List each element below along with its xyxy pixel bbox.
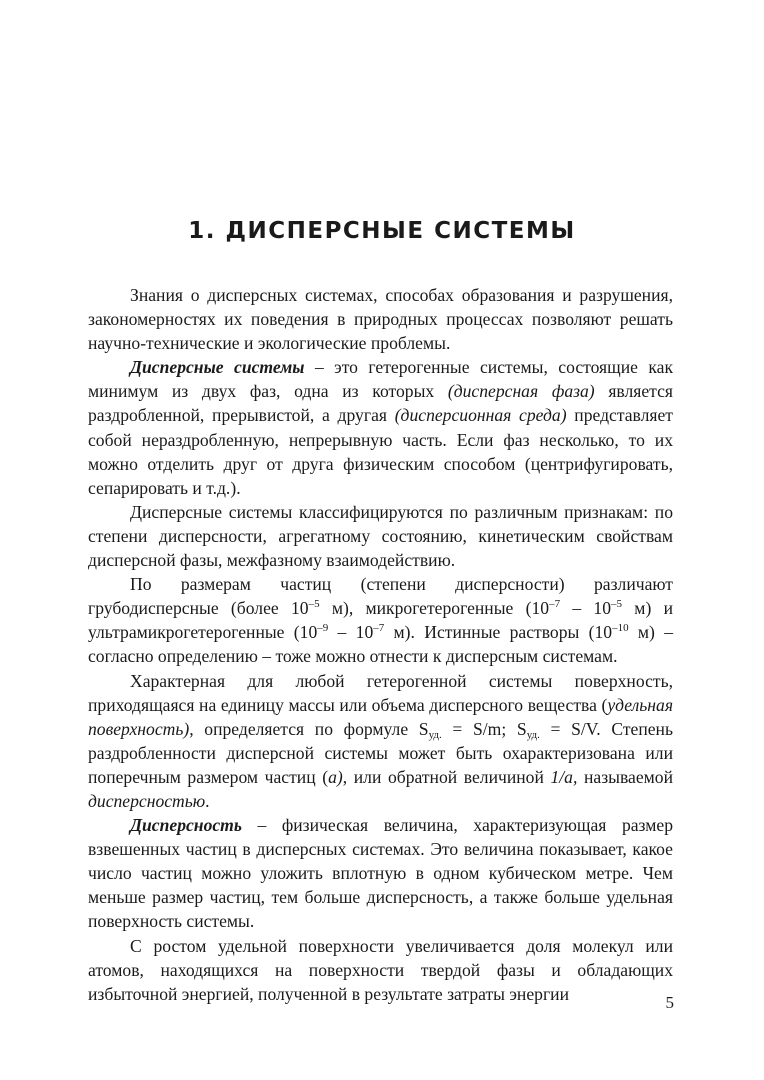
body-text: [88, 283, 673, 1006]
text-run: Характерная для любой гетерогенной системы поверхность, приходящаяся на единицу массы или объема дисперсного вещества (: [88, 670, 673, 715]
text-run: – физическая величина, характеризующая размер взвешенных частиц в дисперсных системах. Это величина показывает, какое число частиц можно уложить вплотную в одном кубическом метре. Чем меньше размер частиц, тем больше дисперсность, а также больше удельная поверхность системы.: [88, 815, 673, 932]
paragraph-specific-surface: [88, 669, 673, 814]
text-run: .: [205, 790, 210, 811]
subscript: уд.: [428, 728, 442, 741]
italic-particle-size: а): [328, 766, 343, 787]
italic-specific-surface: удельная поверхность),: [88, 694, 673, 739]
paragraph-surface-growth: С ростом удельной поверхности увеличивается доля молекул или атомов, находящихся на поверхности твердой фазы и обладающих избыточной энергией, полученной в результате затраты энергии: [88, 935, 673, 1004]
paragraph-classification: Дисперсные системы классифицируются по различным признакам: по степени дисперсности, агрегатному состоянию, кинетическим свойствам дисперсной фазы, межфазному взаимодействию.: [88, 501, 673, 571]
page-number: 5: [665, 993, 674, 1012]
text-run: называемой: [577, 766, 674, 787]
text-run: = S/m; S: [441, 718, 527, 739]
exponent: –10: [612, 622, 629, 635]
text-run: является раздробленной, прерывистой, а другая: [88, 381, 673, 426]
text-run: м) и ультрамикрогетерогенные (10: [88, 598, 673, 643]
exponent: –5: [308, 598, 320, 611]
text-run: м), микрогетерогенные (10: [319, 598, 550, 619]
exponent: –7: [549, 598, 561, 611]
text-run: – это гетерогенные системы, состоящие как минимум из двух фаз, одна из которых: [88, 357, 673, 402]
text-run: представляет собой нераздробленную, непрерывную часть. Если фаз несколько, то их можно отделить друг от друга физическим способом (центрифугировать, сепарировать и т.д.).: [88, 405, 673, 498]
text-run: – 10: [328, 622, 374, 643]
text-run: , или обратной величиной: [342, 766, 551, 787]
text-run: м). Истинные растворы (10: [384, 622, 613, 643]
italic-dispersed-phase: (дисперсная фаза): [447, 381, 595, 402]
exponent: –9: [317, 622, 329, 635]
exponent: –5: [611, 598, 623, 611]
text-run: м) – согласно определению – тоже можно отнести к дисперсным системам.: [88, 622, 673, 667]
italic-dispersity: дисперсностью: [88, 790, 206, 811]
text-run: определяется по формуле S: [193, 718, 429, 739]
text-run: По размерам частиц (степени дисперсности) различают грубодисперсные (более 10: [88, 574, 673, 619]
term-disperse-systems: Дисперсные системы: [130, 357, 305, 378]
italic-dispersion-medium: (дисперсионная среда): [394, 405, 567, 426]
chapter-title: 1. ДИСПЕРСНЫЕ СИСТЕМЫ: [188, 218, 576, 244]
term-dispersity: Дисперсность: [130, 815, 242, 836]
paragraph-dispersity-definition: [88, 813, 673, 933]
paragraph-intro: Знания о дисперсных системах, способах образования и разрушения, закономерностях их поведения в природных процессах позволяют решать научно-технические и экологические проблемы.: [88, 285, 673, 354]
paragraph-definition-disperse-systems: [88, 355, 673, 500]
subscript: уд.: [526, 728, 540, 741]
text-run: = S/V. Степень раздробленности дисперсной системы может быть охарактеризована или поперечным размером частиц (: [88, 718, 673, 787]
paragraph-particle-sizes: [88, 572, 673, 668]
exponent: –7: [373, 622, 385, 635]
text-run: – 10: [560, 598, 612, 619]
italic-inverse-size: 1/а,: [550, 766, 578, 787]
